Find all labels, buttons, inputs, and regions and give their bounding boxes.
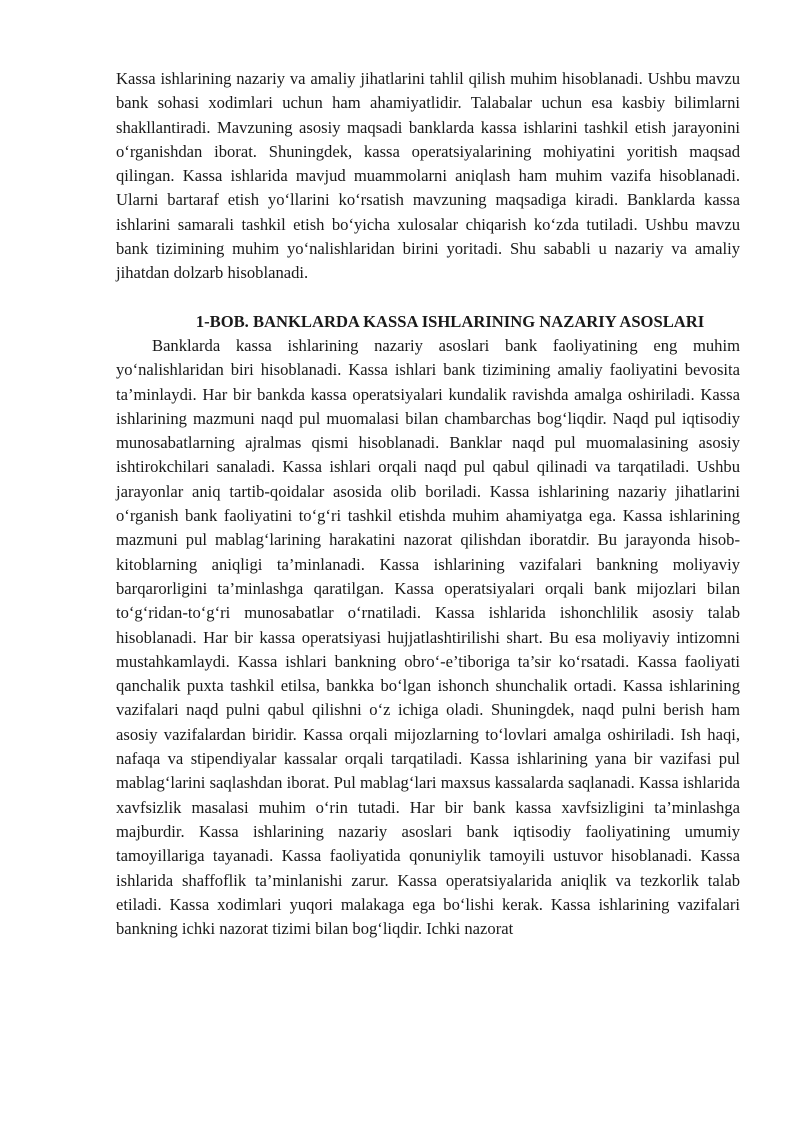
document-page (116, 67, 740, 941)
chapter-heading: 1-BOB. BANKLARDA KASSA ISHLARINING NAZARIY ASOSLARI (195, 311, 705, 331)
intro-paragraph: Kassa ishlarining nazariy va amaliy jihatlarini tahlil qilish muhim hisoblanadi. Ushbu mavzu bank sohasi xodimlari uchun ham ahamiyatlidir. Talabalar uchun esa kasbiy bilimlarni shakllantiradi. Mavzuning asosiy maqsadi banklarda kassa ishlarini tashkil etish jarayonini o‘rganishdan iborat. Shuningdek, kassa operatsiyalarining mohiyatini yoritish maqsad qilingan. Kassa ishlarida mavjud muammolarni aniqlash ham muhim vazifa hisoblanadi. Ularni bartaraf etish yo‘llarini ko‘rsatish mavzuning maqsadiga kiradi. Banklarda kassa ishlarini samarali tashkil etish bo‘yicha xulosalar chiqarish ko‘zda tutiladi. Ushbu mavzu bank tizimining muhim yo‘nalishlaridan birini yoritadi. Shu sababli u nazariy va amaliy jihatdan dolzarb hisoblanadi. (116, 69, 740, 283)
chapter-paragraph: Banklarda kassa ishlarining nazariy asoslari bank faoliyatining eng muhim yo‘nalishlaridan biri hisoblanadi. Kassa ishlari bank tizimining amaliy faoliyatini bevosita ta’minlaydi. Har bir bankda kassa operatsiyalari kundalik ravishda amalga oshiriladi. Kassa ishlarining mazmuni naqd pul muomalasi bilan chambarchas bog‘liqdir. Naqd pul iqtisodiy munosabatlarning ajralmas qismi hisoblanadi. Banklar naqd pul muomalasining asosiy ishtirokchilari sanaladi. Kassa ishlari orqali naqd pul qabul qilinadi va tarqatiladi. Ushbu jarayonlar aniq tartib-qoidalar asosida olib boriladi. Kassa ishlarining nazariy jihatlarini o‘rganish bank faoliyatini to‘g‘ri tashkil etishda muhim ahamiyatga ega. Kassa ishlarining mazmuni pul mablag‘larining harakatini nazorat qilishdan iboratdir. Bu jarayonda hisob-kitoblarning aniqligi ta’minlanadi. Kassa ishlarining vazifalari bankning moliyaviy barqarorligini ta’minlashga qaratilgan. Kassa operatsiyalari orqali bank mijozlari bilan to‘g‘ridan-to‘g‘ri munosabatlar o‘rnatiladi. Kassa ishlarida ishonchlilik asosiy talab hisoblanadi. Har bir kassa operatsiyasi hujjatlashtirilishi shart. Bu esa moliyaviy intizomni mustahkamlaydi. Kassa ishlari bankning obro‘-e’tiboriga ta’sir ko‘rsatadi. Kassa faoliyati qanchalik puxta tashkil etilsa, bankka bo‘lgan ishonch shunchalik ortadi. Kassa ishlarining vazifalari naqd pulni qabul qilishni o‘z ichiga oladi. Shuningdek, naqd pulni berish ham asosiy vazifalardan biridir. Kassa orqali mijozlarning to‘lovlari amalga oshiriladi. Ish haqi, nafaqa va stipendiyalar kassalar orqali tarqatiladi. Kassa ishlarining yana bir vazifasi pul mablag‘larini saqlashdan iborat. Pul mablag‘lari maxsus kassalarda saqlanadi. Kassa ishlarida xavfsizlik masalasi muhim o‘rin tutadi. Har bir bank kassa xavfsizligini ta’minlashga majburdir. Kassa ishlarining nazariy asoslari bank iqtisodiy faoliyatining umumiy tamoyillariga tayanadi. Kassa faoliyatida qonuniylik tamoyili ustuvor hisoblanadi. Kassa ishlarida shaffoflik ta’minlanishi zarur. Kassa operatsiyalarida aniqlik va tezkorlik talab etiladi. Kassa xodimlari yuqori malakaga ega bo‘lishi kerak. Kassa ishlarining vazifalari bankning ichki nazorat tizimi bilan bog‘liqdir. Ichki nazorat (116, 335, 740, 939)
